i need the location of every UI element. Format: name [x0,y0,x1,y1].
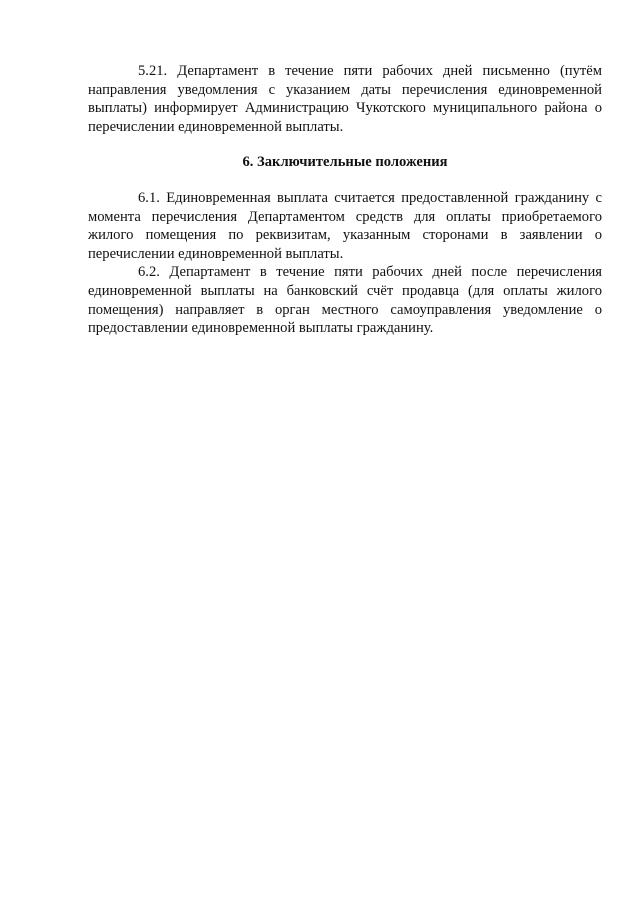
paragraph-5-21: 5.21. Департамент в течение пяти рабочих дней письменно (путём направления уведомления с указанием даты перечисления единовременной выплаты) информирует Администрацию Чукотского муниципального района о перечислении единовременной выплаты. [88,63,602,135]
document-page [88,62,602,338]
paragraph-6-2: 6.2. Департамент в течение пяти рабочих дней после перечисления единовременной выплаты на банковский счёт продавца (для оплаты жилого помещения) направляет в орган местного самоуправления уведомление о предоставлении единовременной выплаты гражданину. [88,264,602,337]
section-heading: 6. Заключительные положения [242,154,448,171]
paragraph-6-1: 6.1. Единовременная выплата считается предоставленной гражданину с момента перечисления Департаментом средств для оплаты приобретаемого жилого помещения по реквизитам, указанным сторонами в заявлении о перечислении единовременной выплаты. [88,189,602,262]
